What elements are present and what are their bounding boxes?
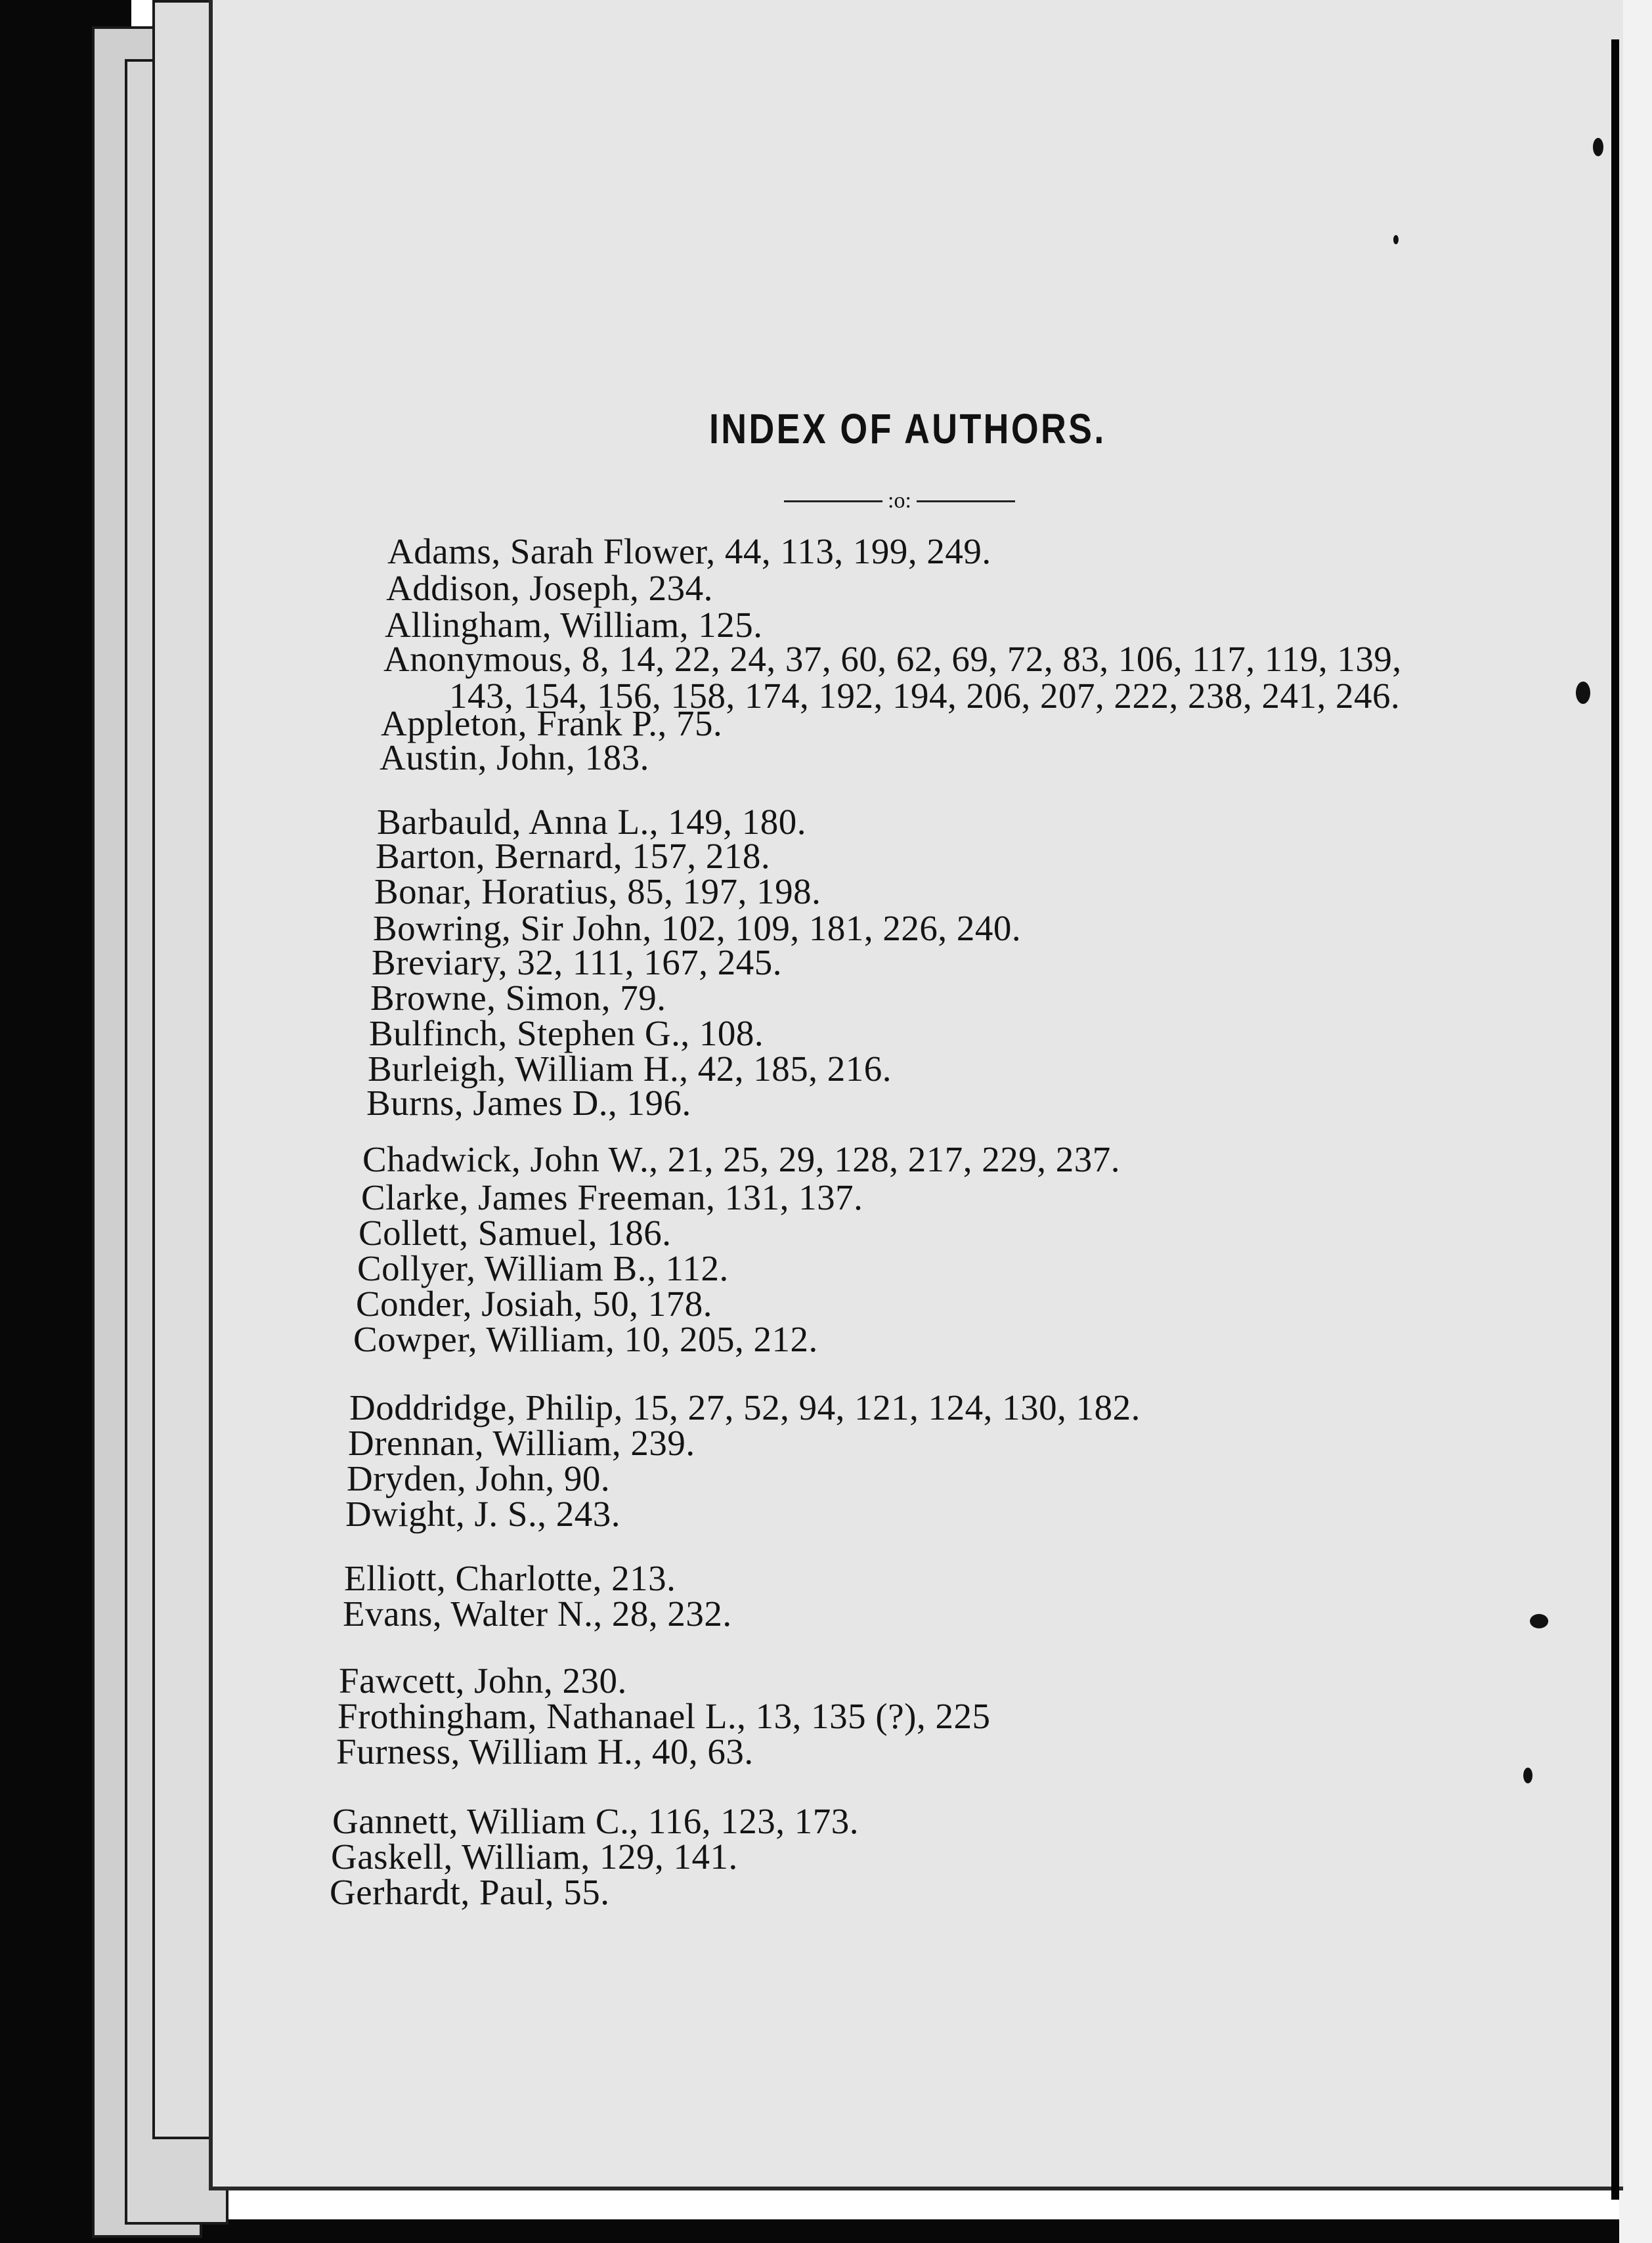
index-entry: Bulfinch, Stephen G., 108. <box>369 1013 764 1053</box>
scan-background-right <box>1619 0 1652 2243</box>
ink-smudge <box>1530 1614 1548 1628</box>
index-entry: Collett, Samuel, 186. <box>359 1213 672 1253</box>
index-entry: Adams, Sarah Flower, 44, 113, 199, 249. <box>387 531 991 571</box>
index-entry: Cowper, William, 10, 205, 212. <box>353 1319 818 1359</box>
index-entry: Bowring, Sir John, 102, 109, 181, 226, 240. <box>373 908 1022 948</box>
index-entry: Doddridge, Philip, 15, 27, 52, 94, 121, 124, 130, 182. <box>349 1387 1141 1427</box>
ink-smudge <box>1393 235 1399 244</box>
index-entry: Collyer, William B., 112. <box>357 1248 729 1288</box>
title-ornament <box>781 485 1018 517</box>
index-entry: Barbauld, Anna L., 149, 180. <box>377 802 807 842</box>
index-entry: Anonymous, 8, 14, 22, 24, 37, 60, 62, 69, 72, 83, 106, 117, 119, 139, <box>383 639 1402 679</box>
index-entry: Conder, Josiah, 50, 178. <box>356 1284 712 1324</box>
index-entry: Dwight, J. S., 243. <box>345 1494 620 1534</box>
index-entry: Fawcett, John, 230. <box>339 1661 627 1701</box>
index-entry: Bonar, Horatius, 85, 197, 198. <box>374 871 821 911</box>
index-entry: Frothingham, Nathanael L., 13, 135 (?), 225 <box>337 1696 991 1736</box>
index-entry: Clarke, James Freeman, 131, 137. <box>361 1177 863 1217</box>
index-entry: Appleton, Frank P., 75. <box>381 703 723 743</box>
ornament-rule-right <box>917 500 1015 502</box>
ink-smudge <box>1523 1768 1532 1783</box>
page-title: INDEX OF AUTHORS. <box>709 405 1106 452</box>
index-entry: Drennan, William, 239. <box>348 1423 695 1463</box>
index-entry: Elliott, Charlotte, 213. <box>344 1558 676 1598</box>
index-entry: Gannett, William C., 116, 123, 173. <box>332 1801 859 1841</box>
ink-smudge <box>1593 138 1603 156</box>
index-entry: Evans, Walter N., 28, 232. <box>343 1594 732 1634</box>
index-entry: Furness, William H., 40, 63. <box>336 1731 754 1772</box>
index-entry: Browne, Simon, 79. <box>370 978 666 1018</box>
ornament-rule-left <box>784 500 882 502</box>
index-entry: Gaskell, William, 129, 141. <box>331 1837 738 1877</box>
index-entry: Gerhardt, Paul, 55. <box>330 1872 610 1912</box>
index-entry: Barton, Bernard, 157, 218. <box>376 836 771 876</box>
scan-background-bottom <box>0 2219 1652 2243</box>
index-entry: Austin, John, 183. <box>380 737 649 777</box>
index-entry: Chadwick, John W., 21, 25, 29, 128, 217, 229, 237. <box>362 1139 1121 1179</box>
index-entry: Addison, Joseph, 234. <box>386 568 713 608</box>
right-page-edge <box>1611 39 1619 2200</box>
index-entry: Dryden, John, 90. <box>347 1458 611 1498</box>
index-entry: Burleigh, William H., 42, 185, 216. <box>368 1049 892 1089</box>
ornament-mark: :o: <box>888 489 911 513</box>
index-entry: Burns, James D., 196. <box>366 1083 691 1123</box>
index-entry: Allingham, William, 125. <box>385 605 763 645</box>
index-entry: 143, 154, 156, 158, 174, 192, 194, 206, 207, 222, 238, 241, 246. <box>449 676 1401 716</box>
index-entry: Breviary, 32, 111, 167, 245. <box>372 942 783 982</box>
ink-smudge <box>1576 682 1590 704</box>
